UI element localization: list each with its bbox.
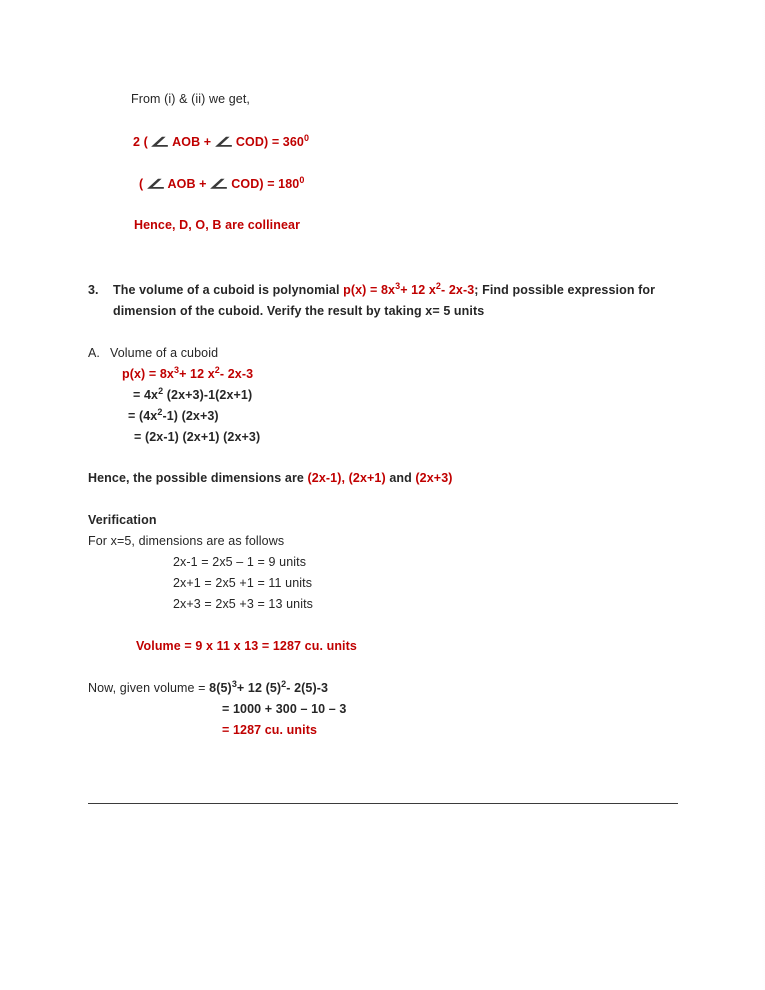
given-volume-expression [209, 678, 329, 695]
dimensions-prefix: Hence, the possible dimensions are [88, 471, 308, 485]
footer-divider [88, 803, 678, 804]
gv-mid: + 12 (5) [236, 681, 282, 695]
dimensions-conclusion [88, 472, 453, 485]
gv-sup-2: 2 [281, 678, 287, 689]
step-0-mid: + 12 x [179, 367, 215, 381]
answer-label: A. [88, 346, 101, 360]
given-volume-line-3: = 1287 cu. units [222, 723, 318, 737]
dimensions-joiner: and [385, 471, 416, 485]
step-factor-1 [133, 385, 253, 402]
volume-result: Volume = 9 x 11 x 13 = 1287 cu. units [136, 639, 357, 653]
poly-sup-2: 2 [435, 280, 442, 291]
equation-2-term-2: COD) = 180 [227, 177, 300, 191]
equation-2-degree: 0 [299, 174, 305, 185]
poly-sup-1: 3 [395, 280, 401, 291]
angle-icon: ∠ [150, 135, 171, 150]
step-0-sup-1: 3 [173, 364, 180, 375]
equation-2-term-1: AOB + [164, 177, 211, 191]
given-volume-intro: Now, given volume = [88, 681, 210, 695]
equation-2 [139, 176, 304, 191]
verification-line-2: 2x+1 = 2x5 +1 = 11 units [173, 576, 313, 590]
equation-1-prefix: 2 ( [133, 135, 152, 149]
equation-2-prefix: ( [139, 177, 147, 191]
angle-icon: ∠ [145, 177, 166, 192]
step-1-sup-1: 2 [158, 385, 164, 396]
step-2-lead: = (4x [128, 409, 158, 423]
step-2-sup-1: 2 [157, 406, 163, 417]
step-0-sup-2: 2 [214, 364, 220, 375]
poly-tail: - 2x-3 [441, 283, 475, 297]
equation-1-term-1: AOB + [169, 135, 215, 149]
poly-mid: + 12 x [400, 283, 436, 297]
gv-lead: 8(5) [209, 681, 232, 695]
dimension-3: (2x+3) [415, 471, 453, 485]
dimension-1: (2x-1), [307, 471, 346, 485]
angle-icon: ∠ [213, 135, 234, 150]
step-0-tail: - 2x-3 [219, 367, 254, 381]
collinear-conclusion: Hence, D, O, B are collinear [134, 218, 301, 232]
angle-icon: ∠ [209, 177, 229, 192]
verification-line-1: 2x-1 = 2x5 – 1 = 9 units [173, 555, 307, 569]
intro-line: From (i) & (ii) we get, [131, 92, 250, 106]
verification-intro: For x=5, dimensions are as follows [88, 534, 285, 548]
dimension-2: (2x+1) [348, 471, 386, 485]
gv-tail: - 2(5)-3 [286, 681, 329, 695]
step-2-tail: -1) (2x+3) [162, 409, 219, 423]
question-number: 3. [88, 283, 99, 297]
verification-line-3: 2x+3 = 2x5 +3 = 13 units [173, 597, 314, 611]
step-0-lead: p(x) = 8x [122, 367, 174, 381]
equation-1 [133, 134, 309, 149]
step-1-tail: (2x+3)-1(2x+1) [163, 388, 253, 402]
step-factor-3: = (2x-1) (2x+1) (2x+3) [134, 430, 261, 444]
verification-heading: Verification [88, 513, 157, 527]
question-line-2: dimension of the cuboid. Verify the result by taking x= 5 units [113, 304, 485, 318]
equation-1-degree: 0 [303, 132, 310, 143]
given-volume-line-1 [88, 678, 329, 695]
step-polynomial [122, 364, 254, 381]
question-polynomial [343, 280, 475, 297]
question-text-part-2: ; Find possible expression for [474, 283, 656, 297]
step-1-lead: = 4x [133, 388, 159, 402]
given-volume-line-2: = 1000 + 300 – 10 – 3 [222, 702, 347, 716]
question-text-part-1: The volume of a cuboid is polynomial [113, 283, 344, 297]
gv-sup-1: 3 [231, 678, 237, 689]
question-line-1 [113, 280, 656, 297]
step-factor-2 [128, 406, 219, 423]
equation-1-term-2: COD) = 360 [232, 135, 304, 149]
answer-heading: Volume of a cuboid [110, 346, 219, 360]
poly-lead: p(x) = 8x [343, 283, 396, 297]
